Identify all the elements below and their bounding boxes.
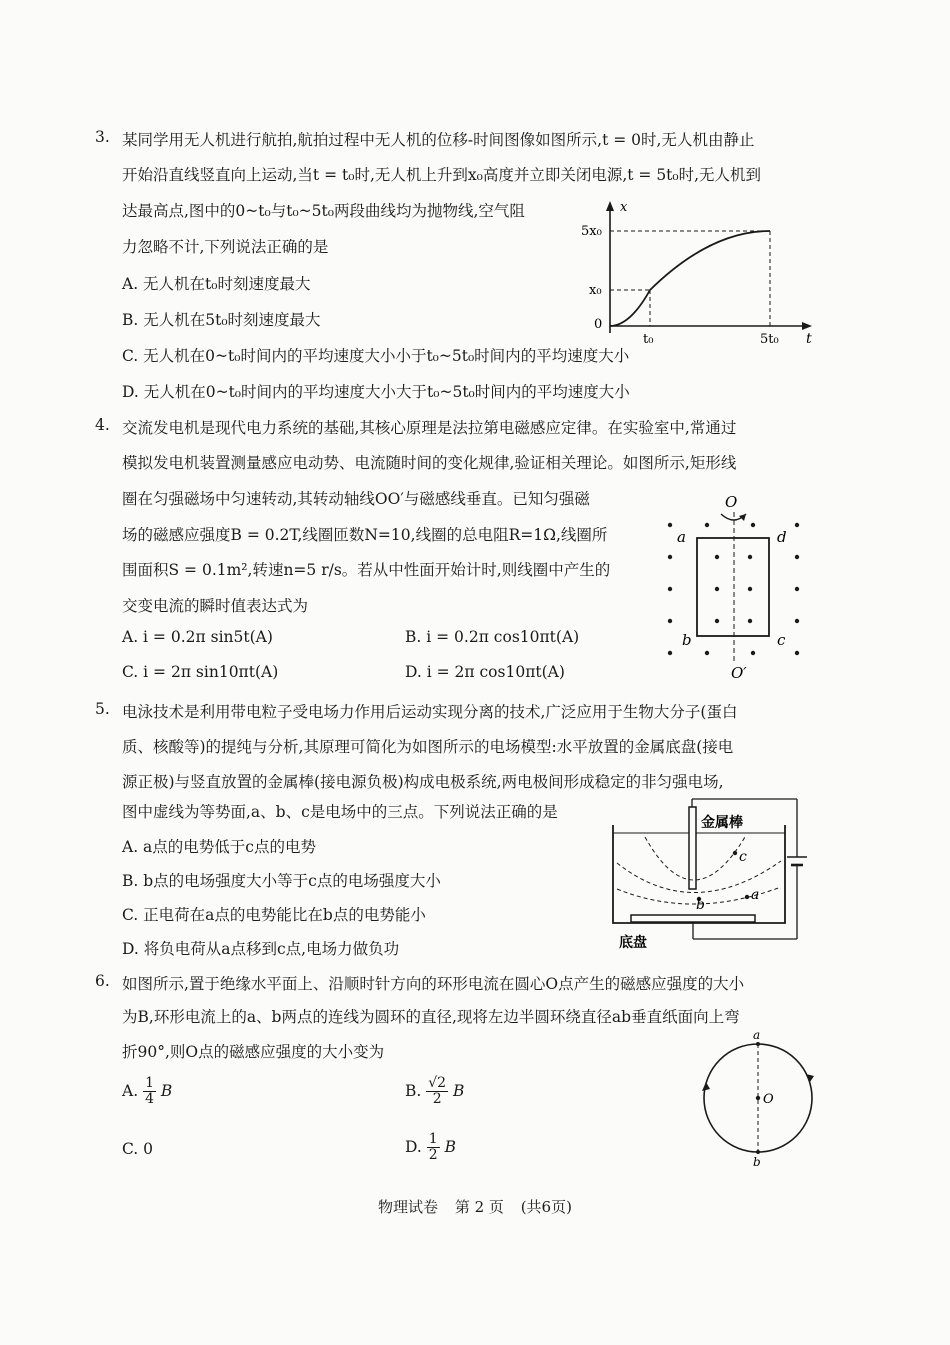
q6-stem-1: 如图所示,置于绝缘水平面上、沿顺时针方向的环形电流在圆心O点产生的磁感应强度的大小 xyxy=(122,975,745,993)
q5-stem-1: 电泳技术是利用带电粒子受电场力作用后运动实现分离的技术,广泛应用于生物大分子(蛋白 xyxy=(122,703,738,721)
q5-option-d: D. 将负电荷从a点移到c点,电场力做负功 xyxy=(122,940,400,958)
q6-option-a-label: A. xyxy=(122,1081,139,1100)
q4-stem-2: 模拟发电机装置测量感应电动势、电流随时间的变化规律,验证相关理论。如图所示,矩形线 xyxy=(122,454,737,472)
q4-figure-a: a xyxy=(677,528,686,546)
q3-option-c: C. 无人机在0~t₀时间内的平均速度大小小于t₀~5t₀时间内的平均速度大小 xyxy=(122,347,630,365)
q3-option-a: A. 无人机在t₀时刻速度最大 xyxy=(122,275,311,293)
q4-figure-o-prime: O′ xyxy=(731,664,747,680)
q3-option-b: B. 无人机在5t₀时刻速度最大 xyxy=(122,311,321,329)
q6-ring-current-figure xyxy=(690,1028,830,1170)
footer-page: 第 2 页 xyxy=(454,1198,504,1216)
q6-stem-2: 为B,环形电流上的a、b两点的连线为圆环的直径,现将左边半圆环绕直径ab垂直纸面向上弯 xyxy=(122,1008,740,1026)
q4-figure-o: O xyxy=(725,493,738,511)
q6-option-c: C. 0 xyxy=(122,1140,154,1158)
q6-option-a-fraction xyxy=(143,1076,156,1108)
q6-option-a-denominator: 4 xyxy=(145,1091,154,1108)
q3-stem-2: 开始沿直线竖直向上运动,当t = t₀时,无人机上升到x₀高度并立即关闭电源,t = 5t₀时,无人机到 xyxy=(122,166,762,184)
q3-graph-x-end: 5t₀ xyxy=(760,332,779,346)
q4-figure-b: b xyxy=(682,631,692,649)
q4-figure-d: d xyxy=(777,528,787,546)
q5-electrophoresis-figure xyxy=(605,795,820,955)
q5-figure-b: b xyxy=(696,897,705,913)
q5-stem-4: 图中虚线为等势面,a、b、c是电场中的三点。下列说法正确的是 xyxy=(122,803,558,821)
q4-option-b: B. i = 0.2π cos10πt(A) xyxy=(405,628,580,646)
footer-total: (共6页) xyxy=(520,1198,572,1216)
q3-stem-3: 达最高点,图中的0~t₀与t₀~5t₀两段曲线均为抛物线,空气阻 xyxy=(122,202,525,220)
q6-option-d-b: B xyxy=(444,1137,456,1156)
q4-option-a: A. i = 0.2π sin5t(A) xyxy=(122,628,273,646)
q3-number: 3. xyxy=(95,128,110,146)
q5-stem-2: 质、核酸等)的提纯与分析,其原理可简化为如图所示的电场模型:水平放置的金属底盘(接电 xyxy=(122,738,734,756)
q4-stem-1: 交流发电机是现代电力系统的基础,其核心原理是法拉第电磁感应定律。在实验室中,常通过 xyxy=(122,419,737,437)
q5-figure-c: c xyxy=(739,849,747,865)
q3-graph-y-top: 5x₀ xyxy=(581,224,602,239)
q6-option-d-label: D. xyxy=(405,1137,422,1156)
q3-displacement-time-graph xyxy=(580,198,820,346)
q6-option-d-numerator: 1 xyxy=(428,1131,438,1147)
q6-option-b-denominator: 2 xyxy=(432,1091,442,1108)
q6-figure-b: b xyxy=(753,1155,761,1169)
q3-graph-origin: 0 xyxy=(594,317,603,332)
q4-option-d: D. i = 2π cos10πt(A) xyxy=(405,663,565,681)
q6-stem-3: 折90°,则O点的磁感应强度的大小变为 xyxy=(122,1043,385,1061)
q6-option-d-fraction xyxy=(427,1132,440,1164)
q3-graph-x-mid: t₀ xyxy=(643,332,654,346)
q6-figure-a: a xyxy=(753,1028,761,1042)
q6-option-a-b: B xyxy=(160,1081,173,1100)
q6-option-b-b: B xyxy=(453,1081,465,1100)
q4-stem-6: 交变电流的瞬时值表达式为 xyxy=(122,597,309,615)
q6-option-d xyxy=(405,1132,456,1164)
q4-number: 4. xyxy=(95,416,110,434)
q6-figure-o: O xyxy=(763,1092,774,1107)
q3-stem-1: 某同学用无人机进行航拍,航拍过程中无人机的位移-时间图像如图所示,t = 0时,无人机由静止 xyxy=(122,131,755,149)
q4-coil-in-field-figure xyxy=(655,490,815,680)
q4-stem-5: 围面积S = 0.1m²,转速n=5 r/s。若从中性面开始计时,则线圈中产生的 xyxy=(122,561,611,579)
q6-option-a-numerator: 1 xyxy=(145,1075,154,1091)
q6-number: 6. xyxy=(95,972,110,990)
q6-option-b-fraction xyxy=(426,1076,448,1108)
q5-option-a: A. a点的电势低于c点的电势 xyxy=(122,838,316,856)
page-footer xyxy=(0,1196,950,1217)
q4-stem-3: 圈在匀强磁场中匀速转动,其转动轴线OO′与磁感线垂直。已知匀强磁 xyxy=(122,490,590,508)
q4-figure-c: c xyxy=(777,631,786,649)
q4-stem-4: 场的磁感应强度B = 0.2T,线圈匝数N=10,线圈的总电阻R=1Ω,线圈所 xyxy=(122,526,608,544)
q5-number: 5. xyxy=(95,700,110,718)
q5-figure-plate-label: 底盘 xyxy=(619,935,647,951)
q4-option-c: C. i = 2π sin10πt(A) xyxy=(122,663,279,681)
footer-subject: 物理试卷 xyxy=(378,1198,439,1216)
q6-option-b-label: B. xyxy=(405,1081,422,1100)
q3-graph-y-mid: x₀ xyxy=(589,283,602,298)
q3-graph-y-axis: x xyxy=(620,200,628,215)
q6-option-d-denominator: 2 xyxy=(428,1147,438,1164)
q3-graph-x-axis: t xyxy=(806,331,812,346)
q5-option-c: C. 正电荷在a点的电势能比在b点的电势能小 xyxy=(122,906,426,924)
q5-figure-rod-label: 金属棒 xyxy=(701,815,743,831)
q3-option-d: D. 无人机在0~t₀时间内的平均速度大小大于t₀~5t₀时间内的平均速度大小 xyxy=(122,383,630,401)
q5-figure-a: a xyxy=(751,887,760,903)
q5-option-b: B. b点的电场强度大小等于c点的电场强度大小 xyxy=(122,872,441,890)
q6-option-b xyxy=(405,1076,464,1108)
q3-stem-4: 力忽略不计,下列说法正确的是 xyxy=(122,238,329,256)
q5-stem-3: 源正极)与竖直放置的金属棒(接电源负极)构成电极系统,两电极间形成稳定的非匀强电场, xyxy=(122,773,724,791)
q6-option-b-numerator: √2 xyxy=(428,1075,447,1091)
q6-option-a xyxy=(122,1076,172,1108)
